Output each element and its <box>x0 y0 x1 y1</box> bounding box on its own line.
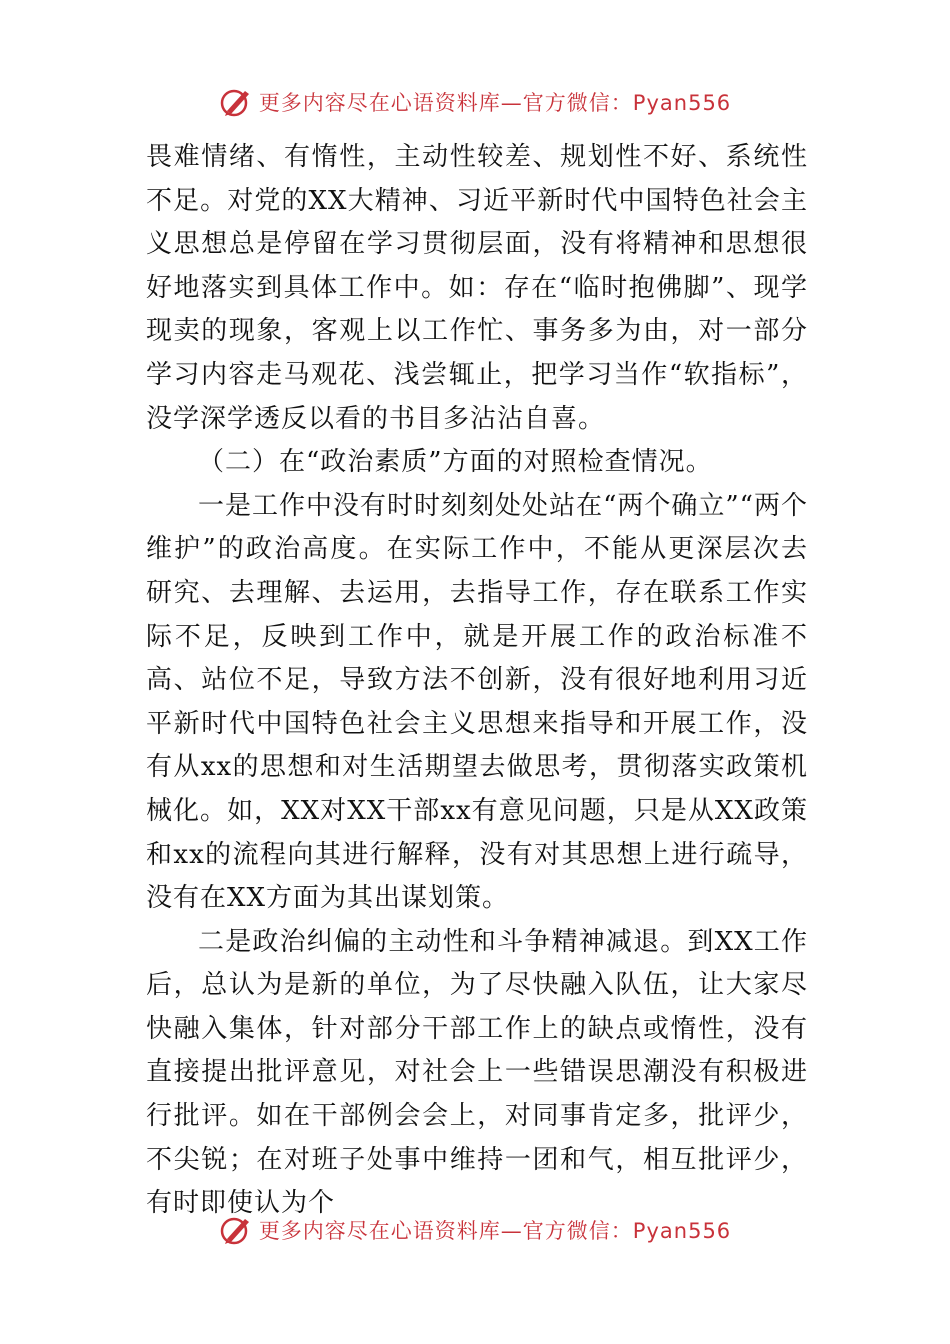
footer-watermark <box>0 1208 950 1252</box>
pen-logo-icon <box>219 85 253 119</box>
document-body <box>146 136 808 1226</box>
pen-logo-icon <box>219 1213 253 1247</box>
header-watermark-text: 更多内容尽在心语资料库—官方微信：Pyan556 <box>258 91 732 115</box>
paragraph-point-two: 二是政治纠偏的主动性和斗争精神减退。到XX工作后，总认为是新的单位，为了尽快融入队伍，让大家尽快融入集体，针对部分干部工作上的缺点或惰性，没有直接提出批评意见，对社会上一些错误思潮没有积极进行批评。如在干部例会会上，对同事肯定多，批评少，不尖锐；在对班子处事中维持一团和气，相互批评少，有时即使认为个 <box>146 926 808 1219</box>
header-watermark <box>0 80 950 124</box>
paragraph-continued: 畏难情绪、有惰性，主动性较差、规划性不好、系统性不足。对党的XX大精神、习近平新时代中国特色社会主义思想总是停留在学习贯彻层面，没有将精神和思想很好地落实到具体工作中。如：存在“临时抱佛脚”、现学现卖的现象，客观上以工作忙、事务多为由，对一部分学习内容走马观花、浅尝辄止，把学习当作“软指标”，没学深学透反以看的书目多沾沾自喜。 <box>146 142 808 434</box>
paragraph-point-one: 一是工作中没有时时刻刻处处站在“两个确立”“两个维护”的政治高度。在实际工作中，不能从更深层次去研究、去理解、去运用，去指导工作，存在联系工作实际不足，反映到工作中，就是开展工作的政治标准不高、站位不足，导致方法不创新，没有很好地利用习近平新时代中国特色社会主义思想来指导和开展工作，没有从xx的思想和对生活期望去做思考，贯彻落实政策机械化。如，XX对XX干部xx有意见问题，只是从XX政策和xx的流程向其进行解释，没有对其思想上进行疏导，没有在XX方面为其出谋划策。 <box>146 490 808 914</box>
footer-watermark-text: 更多内容尽在心语资料库—官方微信：Pyan556 <box>258 1219 732 1243</box>
section-heading: （二）在“政治素质”方面的对照检查情况。 <box>198 447 713 478</box>
